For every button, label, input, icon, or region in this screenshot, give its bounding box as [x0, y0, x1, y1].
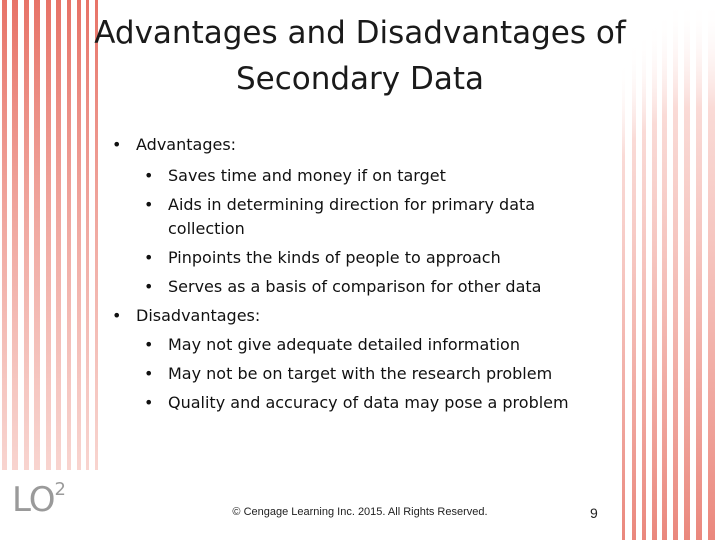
bullet-continuation [168, 214, 245, 243]
bullet-dot: • [144, 277, 154, 296]
bullet-text: Saves time and money if on target [168, 166, 446, 185]
bullet-text: May not give adequate detailed information [168, 335, 520, 354]
bullet-dot: • [112, 306, 122, 325]
bullet-text: Disadvantages: [136, 306, 261, 325]
bullet-dot: • [112, 135, 122, 154]
bullet-advantages [112, 130, 237, 159]
bullet-item [144, 161, 446, 190]
bullet-text: collection [168, 219, 245, 238]
copyright-footer: © Cengage Learning Inc. 2015. All Rights Reserved. [232, 506, 488, 518]
bullet-text: Pinpoints the kinds of people to approach [168, 248, 501, 267]
page-number: 9 [590, 505, 598, 521]
bullet-item [144, 388, 569, 417]
bullet-disadvantages [112, 301, 261, 330]
slide-title [80, 10, 640, 102]
bullet-dot: • [144, 248, 154, 267]
bullet-dot: • [144, 335, 154, 354]
logo-text: LO [12, 480, 55, 520]
title-line-1: Advantages and Disadvantages of [94, 15, 626, 51]
bullet-dot: • [144, 364, 154, 383]
bullet-dot: • [144, 166, 154, 185]
bullet-text: Serves as a basis of comparison for other data [168, 277, 542, 296]
title-line-2: Secondary Data [235, 61, 485, 97]
bullet-text: Advantages: [136, 135, 237, 154]
bullet-text: Aids in determining direction for primary data [168, 195, 536, 214]
bullet-dot: • [144, 393, 154, 412]
bullet-item [144, 330, 520, 359]
bullet-text: Quality and accuracy of data may pose a problem [168, 393, 569, 412]
logo-superscript: 2 [54, 478, 65, 500]
lo-logo [12, 480, 65, 520]
bullet-text: May not be on target with the research problem [168, 364, 553, 383]
bullet-dot: • [144, 195, 154, 214]
bullet-item [144, 243, 501, 272]
bullet-item [144, 272, 542, 301]
bullet-item [144, 359, 553, 388]
